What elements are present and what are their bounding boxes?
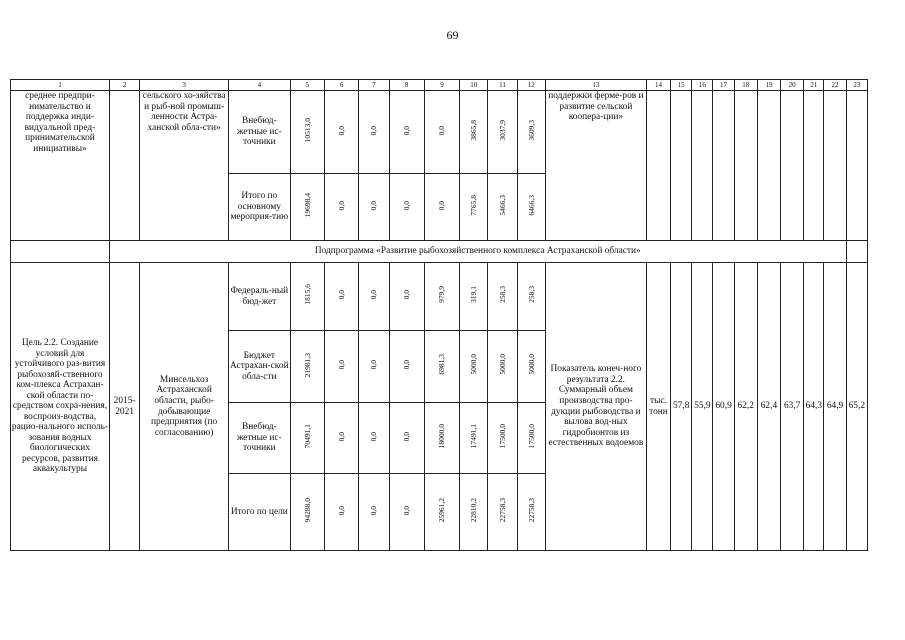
amount-value: 3609,3 xyxy=(526,119,536,141)
col-number: 11 xyxy=(488,80,517,91)
amount-cell xyxy=(359,174,389,241)
amount-cell xyxy=(488,263,517,331)
amount-cell xyxy=(290,403,324,474)
amount-value: 0,0 xyxy=(369,360,379,370)
amount-cell xyxy=(324,91,358,174)
amount-value: 0,0 xyxy=(401,200,411,210)
amount-value: 0,0 xyxy=(336,125,346,135)
unit-cell: тыс. тонн xyxy=(646,263,670,551)
amount-cell xyxy=(460,263,488,331)
amount-cell xyxy=(359,474,389,551)
empty-cell xyxy=(846,91,867,241)
column-number-row xyxy=(11,80,868,91)
amount-cell xyxy=(389,174,424,241)
amount-value: 0,0 xyxy=(336,360,346,370)
amount-value: 0,0 xyxy=(401,505,411,515)
amount-cell xyxy=(488,331,517,403)
amount-value: 6466,3 xyxy=(526,194,536,216)
amount-value: 22758,3 xyxy=(497,498,507,523)
amount-cell xyxy=(290,263,324,331)
col-number: 3 xyxy=(140,80,229,91)
col-number: 2 xyxy=(109,80,139,91)
empty-cell xyxy=(646,91,670,241)
amount-cell xyxy=(290,174,324,241)
amount-value: 10513,0 xyxy=(302,118,312,143)
amount-cell xyxy=(324,174,358,241)
amount-value: 5466,3 xyxy=(497,194,507,216)
indicator-value-cell: 60,9 xyxy=(713,263,734,551)
funding-source-cell: Итого по цели xyxy=(229,474,291,551)
indicator-value-cell: 64,3 xyxy=(804,263,824,551)
amount-value: 5000,0 xyxy=(526,354,536,376)
amount-cell xyxy=(460,403,488,474)
funding-source-cell: Федераль-ный бюд-жет xyxy=(229,263,291,331)
amount-value: 0,0 xyxy=(336,200,346,210)
empty-cell xyxy=(671,91,692,241)
amount-value: 0,0 xyxy=(369,431,379,441)
amount-cell xyxy=(424,474,459,551)
col-number: 19 xyxy=(757,80,780,91)
amount-cell xyxy=(359,403,389,474)
empty-cell xyxy=(781,91,804,241)
col-number: 6 xyxy=(324,80,358,91)
amount-cell xyxy=(517,91,545,174)
indicator-value-cell: 55,9 xyxy=(692,263,713,551)
amount-cell xyxy=(359,91,389,174)
amount-cell xyxy=(517,331,545,403)
goal-cell: Цель 2.2. Создание условий для устойчивого раз-вития рыбохозяй-ственного ком-плекса Астрахан-ской области по-средством сохра-нения, воспроиз-водства, рацио-нального исполь-зования водных биологических ресурсов, развития аквакультуры xyxy=(11,263,110,551)
amount-cell xyxy=(324,474,358,551)
amount-value: 0,0 xyxy=(437,200,447,210)
program-table xyxy=(10,79,868,551)
col-number: 20 xyxy=(781,80,804,91)
col-number: 22 xyxy=(824,80,846,91)
amount-cell xyxy=(517,174,545,241)
empty-cell xyxy=(846,241,867,263)
indicator-cell: поддержки ферме-ров и развитие сельской коопера-ции» xyxy=(545,91,646,241)
empty-cell xyxy=(757,91,780,241)
col-number: 17 xyxy=(713,80,734,91)
amount-value: 0,0 xyxy=(369,200,379,210)
amount-value: 17500,0 xyxy=(526,424,536,449)
amount-cell xyxy=(324,263,358,331)
amount-cell xyxy=(389,263,424,331)
empty-cell xyxy=(734,91,757,241)
amount-value: 0,0 xyxy=(401,125,411,135)
amount-value: 17491,1 xyxy=(469,424,479,449)
amount-value: 0,0 xyxy=(336,505,346,515)
amount-value: 1815,6 xyxy=(302,284,312,306)
col-number: 4 xyxy=(229,80,291,91)
amount-value: 0,0 xyxy=(401,431,411,441)
empty-cell xyxy=(11,241,110,263)
amount-value: 0,0 xyxy=(336,431,346,441)
indicator-value-cell: 57,8 xyxy=(671,263,692,551)
amount-value: 5000,0 xyxy=(497,354,507,376)
amount-value: 22810,2 xyxy=(469,498,479,523)
amount-cell xyxy=(488,174,517,241)
page-number: 69 xyxy=(446,28,459,42)
executor-cell: сельского хо-зяйства и рыб-ной промыш-ленности Астра-ханской обла-сти» xyxy=(140,91,229,241)
amount-cell xyxy=(488,403,517,474)
goal-cell: среднее предпри-нимательство и поддержка инди-видуальной пред-принимательской инициативы» xyxy=(11,91,110,241)
col-number: 21 xyxy=(804,80,824,91)
amount-cell xyxy=(460,91,488,174)
amount-value: 70491,1 xyxy=(302,424,312,449)
amount-cell xyxy=(324,403,358,474)
amount-value: 0,0 xyxy=(401,360,411,370)
amount-cell xyxy=(424,403,459,474)
col-number: 8 xyxy=(389,80,424,91)
amount-value: 94288,0 xyxy=(302,498,312,523)
funding-source-cell: Итого по основному мероприя-тию xyxy=(229,174,291,241)
amount-cell xyxy=(460,174,488,241)
col-number: 23 xyxy=(846,80,867,91)
table-row xyxy=(11,241,868,263)
amount-value: 0,0 xyxy=(336,290,346,300)
amount-cell xyxy=(389,91,424,174)
col-number: 18 xyxy=(734,80,757,91)
amount-cell xyxy=(488,91,517,174)
amount-value: 6981,3 xyxy=(437,354,447,376)
amount-cell xyxy=(290,474,324,551)
amount-cell xyxy=(424,263,459,331)
amount-cell xyxy=(517,263,545,331)
amount-value: 0,0 xyxy=(401,290,411,300)
col-number: 13 xyxy=(545,80,646,91)
amount-value: 3865,8 xyxy=(469,119,479,141)
amount-value: 258,3 xyxy=(497,286,507,304)
amount-value: 319,1 xyxy=(469,286,479,304)
col-number: 5 xyxy=(290,80,324,91)
amount-cell xyxy=(460,474,488,551)
amount-value: 0,0 xyxy=(369,290,379,300)
indicator-value-cell: 63,7 xyxy=(781,263,804,551)
amount-value: 0,0 xyxy=(369,505,379,515)
executor-cell: Минсельхоз Астраханской области, рыбо-добывающие предприятия (по согласованию) xyxy=(140,263,229,551)
amount-cell xyxy=(389,331,424,403)
amount-cell xyxy=(424,174,459,241)
period-cell: 2015-2021 xyxy=(109,263,139,551)
amount-cell xyxy=(488,474,517,551)
indicator-value-cell: 62,2 xyxy=(734,263,757,551)
col-number: 16 xyxy=(692,80,713,91)
amount-value: 22758,3 xyxy=(526,498,536,523)
col-number: 12 xyxy=(517,80,545,91)
empty-cell xyxy=(692,91,713,241)
amount-value: 19698,4 xyxy=(302,193,312,218)
indicator-value-cell: 64,9 xyxy=(824,263,846,551)
indicator-cell: Показатель конеч-ного результата 2.2. Суммарный объем производства про-дукции рыбоводства и вылова вод-ных гидробионтов из естественных водоемов xyxy=(545,263,646,551)
amount-cell xyxy=(290,91,324,174)
col-number: 15 xyxy=(671,80,692,91)
amount-cell xyxy=(359,331,389,403)
period-cell xyxy=(109,91,139,241)
amount-cell xyxy=(424,91,459,174)
table-row xyxy=(11,263,868,331)
col-number: 14 xyxy=(646,80,670,91)
col-number: 1 xyxy=(11,80,110,91)
amount-value: 979,9 xyxy=(437,286,447,304)
indicator-value-cell: 65,2 xyxy=(846,263,867,551)
funding-source-cell: Внебюд-жетные ис-точники xyxy=(229,403,291,474)
amount-value: 7765,8 xyxy=(469,194,479,216)
empty-cell xyxy=(824,91,846,241)
empty-cell xyxy=(713,91,734,241)
table-row xyxy=(11,91,868,174)
amount-cell xyxy=(517,474,545,551)
amount-value: 21981,3 xyxy=(302,352,312,377)
amount-value: 25961,2 xyxy=(437,498,447,523)
amount-value: 17500,0 xyxy=(497,424,507,449)
amount-cell xyxy=(460,331,488,403)
indicator-value-cell: 62,4 xyxy=(757,263,780,551)
col-number: 9 xyxy=(424,80,459,91)
amount-cell xyxy=(324,331,358,403)
amount-value: 5000,0 xyxy=(469,354,479,376)
amount-cell xyxy=(290,331,324,403)
empty-cell xyxy=(804,91,824,241)
amount-value: 18000,0 xyxy=(437,424,447,449)
amount-value: 0,0 xyxy=(369,125,379,135)
subprogram-title: Подпрограмма «Развитие рыбохозяйственного комплекса Астраханской области» xyxy=(109,241,846,263)
col-number: 10 xyxy=(460,80,488,91)
amount-value: 0,0 xyxy=(437,125,447,135)
amount-value: 258,3 xyxy=(526,286,536,304)
funding-source-cell: Внебюд-жетные ис-точники xyxy=(229,91,291,174)
amount-value: 3037,9 xyxy=(497,119,507,141)
funding-source-cell: Бюджет Астрахан-ской обла-сти xyxy=(229,331,291,403)
amount-cell xyxy=(389,474,424,551)
amount-cell xyxy=(389,403,424,474)
amount-cell xyxy=(424,331,459,403)
amount-cell xyxy=(359,263,389,331)
amount-cell xyxy=(517,403,545,474)
col-number: 7 xyxy=(359,80,389,91)
